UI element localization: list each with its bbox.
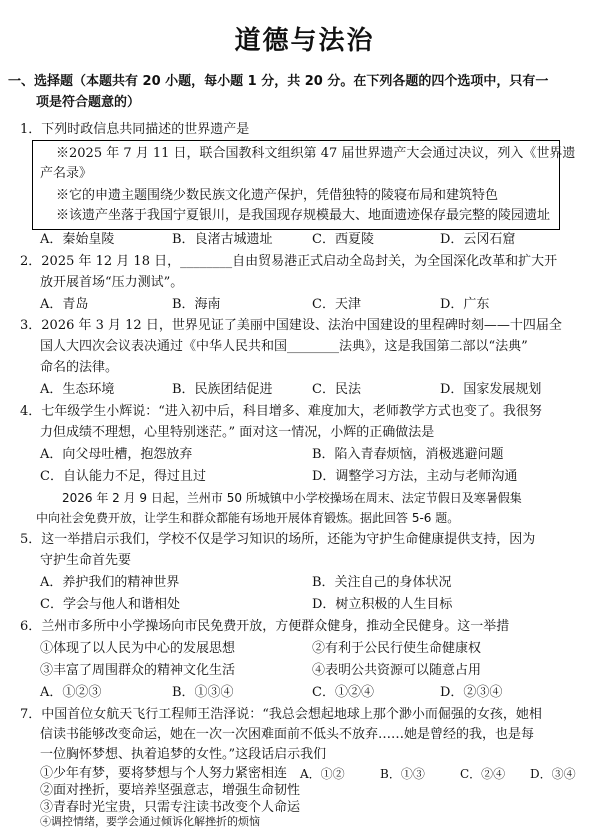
q5-line2: 守护生命首先要	[40, 553, 132, 568]
q1-box-line2: 产名录》	[40, 166, 93, 181]
q7-line1: 7．中国首位女航天飞行工程师王浩泽说：“我总会想起地球上那个渺小而倔强的女孩，她相	[20, 707, 542, 722]
q6-line1: 6．兰州市多所中小学操场向市民免费开放，方便群众健身，推动全民健身。这一举措	[20, 619, 510, 634]
q1-box-line1: ※2025 年 7 月 11 日，联合国教科文组织第 47 届世界遗产大会通过决议，列入《世界遗	[56, 146, 576, 161]
q4-option-c[interactable]: C．自认能力不足，得过且过	[40, 469, 206, 484]
q7-option-b[interactable]: B．①③	[380, 767, 425, 781]
q1-stem: 1．下列时政信息共同描述的世界遗产是	[20, 122, 250, 137]
q2-option-d[interactable]: D．广东	[440, 297, 490, 312]
q7-item-4: ④调控情绪，要学会通过倾诉化解挫折的烦恼	[40, 815, 260, 828]
q6-option-a[interactable]: A．①②③	[40, 685, 102, 700]
q7-item-2: ②面对挫折，要培养坚强意志，增强生命韧性	[40, 783, 301, 798]
page-title: 道德与法治	[234, 26, 375, 56]
q3-line1: 3．2026 年 3 月 12 日，世界见证了美丽中国建设、法治中国建设的里程碑时刻——十四届全	[20, 318, 562, 333]
q2-line1: 2．2025 年 12 月 18 日，________自由贸易港正式启动全岛封关，为全国深化改革和扩大开	[20, 254, 558, 269]
q6-option-b[interactable]: B．①③④	[172, 685, 234, 700]
material-line1: 2026 年 2 月 9 日起，兰州市 50 所城镇中小学校操场在周末、法定节假日及寒暑假集	[62, 491, 522, 505]
q7-option-a[interactable]: A．①②	[300, 767, 345, 781]
q7-item-3: ③青春时光宝贵，只需专注读书改变个人命运	[40, 800, 301, 815]
q4-option-d[interactable]: D．调整学习方法，主动与老师沟通	[312, 469, 518, 484]
q5-option-a[interactable]: A．养护我们的精神世界	[40, 575, 180, 590]
q5-line1: 5．这一举措启示我们，学校不仅是学习知识的场所，还能为守护生命健康提供支持，因为	[20, 532, 536, 547]
q3-line3: 命名的法律。	[40, 360, 119, 375]
q2-option-c[interactable]: C．天津	[312, 297, 361, 312]
q4-option-b[interactable]: B．陷入青春烦恼，消极逃避问题	[312, 447, 504, 462]
q6-item-3: ③丰富了周围群众的精神文化生活	[40, 663, 236, 678]
q3-option-b[interactable]: B．民族团结促进	[172, 382, 273, 397]
q7-line2: 信读书能够改变命运，她在一次一次困难面前不低头不放弃……她是曾经的我，也是每	[40, 727, 535, 742]
q7-option-d[interactable]: D．③④	[530, 767, 576, 781]
q1-box-line3: ※它的申遗主题围绕少数民族文化遗产保护，凭借独特的陵寝布局和建筑特色	[56, 188, 499, 203]
q4-option-a[interactable]: A．向父母吐槽，抱怨放弃	[40, 447, 193, 462]
q2-line2: 放开展首场“压力测试”。	[40, 275, 184, 290]
q3-option-c[interactable]: C．民法	[312, 382, 361, 397]
q6-option-d[interactable]: D．②③④	[440, 685, 503, 700]
q1-option-d[interactable]: D．云冈石窟	[440, 232, 516, 247]
q5-option-d[interactable]: D．树立积极的人生目标	[312, 597, 453, 612]
material-line2: 中向社会免费开放，让学生和群众都能有场地开展体育锻炼。据此回答 5-6 题。	[36, 511, 460, 525]
q4-line1: 4．七年级学生小辉说：“进入初中后，科目增多、难度加大，老师教学方式也变了。我很努	[20, 404, 542, 419]
q3-line2: 国人大四次会议表决通过《中华人民共和国________法典》，这是我国第二部以“法典”	[40, 339, 528, 354]
q7-item-1: ①少年有梦，要将梦想与个人努力紧密相连	[40, 766, 288, 781]
q1-option-a[interactable]: A．秦始皇陵	[40, 232, 115, 247]
q6-item-2: ②有利于公民行使生命健康权	[312, 641, 482, 656]
q4-line2: 力但成绩不理想，心里特别迷茫。” 面对这一情况，小辉的正确做法是	[40, 425, 435, 440]
q7-line3: 一位胸怀梦想、执着追梦的女性。”这段话启示我们	[40, 747, 327, 762]
q5-option-b[interactable]: B．关注自己的身体状况	[312, 575, 452, 590]
q3-option-a[interactable]: A．生态环境	[40, 382, 115, 397]
q5-option-c[interactable]: C．学会与他人和谐相处	[40, 597, 180, 612]
section-heading-line2: 项是符合题意的）	[36, 95, 141, 110]
section-heading-line1: 一、选择题（本题共有 20 小题，每小题 1 分，共 20 分。在下列各题的四个选项中，只有一	[8, 74, 549, 89]
q6-item-1: ①体现了以人民为中心的发展思想	[40, 641, 236, 656]
q1-box-line4: ※该遗产坐落于我国宁夏银川，是我国现存规模最大、地面遗迹保存最完整的陵园遗址	[56, 208, 551, 223]
q7-option-c[interactable]: C．②④	[460, 767, 506, 781]
q6-option-c[interactable]: C．①②④	[312, 685, 374, 700]
q2-option-b[interactable]: B．海南	[172, 297, 221, 312]
q1-option-b[interactable]: B．良渚古城遗址	[172, 232, 273, 247]
q6-item-4: ④表明公共资源可以随意占用	[312, 663, 482, 678]
q2-option-a[interactable]: A．青岛	[40, 297, 89, 312]
q1-option-c[interactable]: C．西夏陵	[312, 232, 374, 247]
q3-option-d[interactable]: D．国家发展规划	[440, 382, 542, 397]
